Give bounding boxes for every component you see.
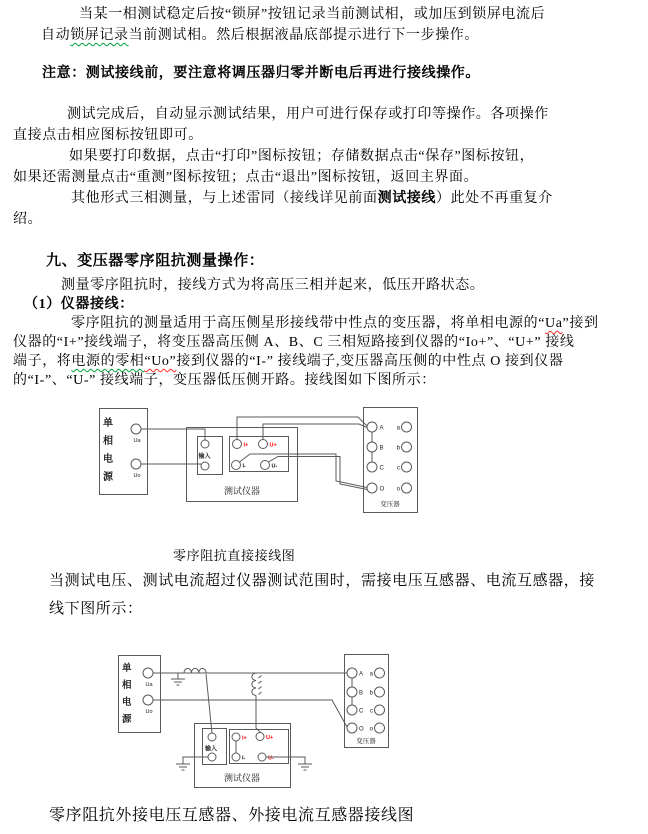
source-terminal-uo-label: Uo <box>133 473 141 479</box>
other-forms-post: ）此处不再重复介 <box>436 191 553 206</box>
lv-label-a: a <box>396 425 400 432</box>
diagram2-caption: 零序阻抗外接电压互感器、外接电流互感器接线图 <box>49 807 415 824</box>
terminal-i-minus <box>232 461 241 470</box>
lv-terminal-c <box>402 462 412 472</box>
lv-terminal-b <box>402 442 412 452</box>
source-terminal-ua <box>143 668 153 678</box>
wiring-line-3-pre: 端子，将 <box>13 354 72 369</box>
hv-label-C: C <box>379 465 384 472</box>
wiring-line-1-pre: 零序阻抗的测量适用于高压侧星形接线带中性点的变压器，将单相电源的“ <box>71 316 546 331</box>
lv-label-c: c <box>370 708 373 715</box>
terminal-u-minus <box>258 753 266 761</box>
lv-label-b: b <box>369 690 373 697</box>
lv-label-b: b <box>396 445 400 452</box>
source-terminal-uo-label: Uo <box>145 709 153 715</box>
other-forms-bold-ref: 测试接线 <box>377 191 437 206</box>
diagram1-caption: 零序阻抗直接接线图 <box>173 548 296 563</box>
hv-label-O: O <box>359 726 364 733</box>
diagram-zero-seq-external-ctpt <box>110 648 395 808</box>
lv-terminal-o <box>402 483 412 493</box>
source-terminal-ua-label: Ua <box>133 438 141 444</box>
wiring-line-3 <box>13 352 563 371</box>
terminal-i-plus <box>233 440 242 449</box>
source-label-char: 相 <box>122 680 132 691</box>
transformer-label: 变压器 <box>356 738 376 745</box>
input-terminal-top <box>208 733 216 741</box>
lv-label-o: o <box>396 486 400 493</box>
print-line-2: 如果还需测量点击“重测”图标按钮；点击“退出”图标按钮，返回主界面。 <box>13 170 479 185</box>
wiring-line-1-post: ”接到 <box>562 316 599 331</box>
diagram-zero-seq-direct-wiring <box>90 400 425 520</box>
terminal-i-plus <box>232 733 240 741</box>
source-label-char: 电 <box>103 454 113 465</box>
spellcheck-flagged-text: “Uo” <box>144 354 177 369</box>
input-label: 输入 <box>204 746 218 753</box>
input-terminal-top <box>201 440 209 448</box>
spellcheck-flagged-text: Ua <box>545 316 563 331</box>
source-terminal-ua-label: Ua <box>145 682 153 688</box>
terminal-u-plus-label: U+ <box>266 735 274 741</box>
print-line-1: 如果要打印数据，点击“打印”图标按钮；存储数据点击“保存”图标按钮， <box>69 149 535 164</box>
hv-label-C: C <box>359 708 364 715</box>
notice-line: 注意：测试接线前，要注意将调压器归零并断电后再进行接线操作。 <box>42 66 480 81</box>
hv-terminal-C <box>367 462 377 472</box>
other-forms-line-1 <box>71 189 553 208</box>
input-terminal-bottom <box>201 462 209 470</box>
input-label: 输入 <box>198 454 211 460</box>
instrument-box <box>187 428 298 502</box>
wiring-line-2: 仪器的“I+”接线端子，将变压器高压侧 A、B、C 三相短路接到仪器的“Io+”、“U+” 接线 <box>13 335 575 350</box>
current-transformer-coil <box>184 668 206 673</box>
grammar-flagged-text: 电源的零相 <box>71 354 145 369</box>
intro-line-2-pre: 自动 <box>41 28 71 43</box>
terminal-u-minus-label: U- <box>271 463 278 470</box>
lv-terminal-o <box>375 723 385 733</box>
instrument-label: 测试仪器 <box>223 773 261 783</box>
lv-label-a: a <box>369 671 373 678</box>
other-forms-line-2: 绍。 <box>13 212 43 227</box>
source-box <box>119 656 161 733</box>
terminal-u-plus <box>259 440 268 449</box>
source-label-char: 源 <box>122 714 132 725</box>
wiring-line-3-post: 接到仪器的“I-” 接线端子,变压器高压侧的中性点 O 接到仪器 <box>176 354 564 369</box>
transformer-box <box>364 408 418 513</box>
hv-label-A: A <box>359 671 364 678</box>
lv-label-c: c <box>397 465 400 472</box>
intro-line-2 <box>41 26 479 45</box>
terminal-i-plus-label: I+ <box>242 735 247 742</box>
terminal-u-plus <box>256 733 264 741</box>
spellcheck-flagged-text: 锁屏记录 <box>70 28 129 43</box>
transformer-box <box>345 655 389 748</box>
lv-terminal-c <box>375 705 385 715</box>
intro-line-1: 当某一相测试稳定后按“锁屏”按钮记录当前测试相，或加压到锁屏电流后 <box>79 7 546 22</box>
source-terminal-ua <box>131 424 141 434</box>
source-label-char: 电 <box>122 697 132 708</box>
hv-terminal-B <box>347 687 357 697</box>
hv-label-B: B <box>379 445 384 452</box>
lv-label-o: o <box>369 726 373 733</box>
ctpt-note-line-2: 线下图所示： <box>49 601 143 617</box>
hv-terminal-A <box>347 668 357 678</box>
terminal-u-minus-label: U- <box>268 755 274 762</box>
lv-terminal-a <box>402 422 412 432</box>
hv-terminal-O <box>367 483 377 493</box>
ground-symbol <box>176 757 208 770</box>
result-line-1: 测试完成后，自动显示测试结果，用户可进行保存或打印等操作。各项操作 <box>67 107 549 122</box>
other-forms-pre: 其他形式三相测量，与上述雷同（接线详见前面 <box>71 191 378 206</box>
section-heading: 九、变压器零序阻抗测量操作： <box>46 253 265 269</box>
terminal-u-minus <box>261 461 270 470</box>
lv-terminal-b <box>375 687 385 697</box>
result-line-2: 直接点击相应图标按钮即可。 <box>13 128 203 143</box>
source-terminal-uo <box>143 695 153 705</box>
transformer-label: 变压器 <box>380 501 400 508</box>
terminal-u-plus-label: U+ <box>269 442 277 449</box>
source-label-char: 单 <box>122 663 132 674</box>
instrument-label: 测试仪器 <box>223 486 261 496</box>
voltage-transformer-coil <box>252 673 262 696</box>
input-terminal-bottom <box>208 753 216 761</box>
intro-line-2-post: 当前测试相。然后根据液晶底部提示进行下一步操作。 <box>128 28 480 43</box>
hv-label-O: O <box>379 486 385 493</box>
hv-terminal-O <box>347 723 357 733</box>
wiring-line-1 <box>71 314 599 333</box>
ctpt-note-line-1: 当测试电压、测试电流超过仪器测试范围时，需接电压互感器、电流互感器，接 <box>49 573 596 589</box>
source-label-char: 源 <box>103 472 113 483</box>
instrument-box <box>176 724 312 788</box>
lv-terminal-a <box>375 668 385 678</box>
hv-terminal-C <box>347 705 357 715</box>
section-summary: 测量零序阻抗时，接线方式为将高压三相并起来，低压开路状态。 <box>61 278 485 293</box>
terminal-i-minus <box>232 753 240 761</box>
ground-symbol <box>171 673 185 685</box>
source-box <box>100 409 148 495</box>
hv-terminal-B <box>367 442 377 452</box>
hv-label-B: B <box>359 690 364 697</box>
terminal-i-plus-label: I+ <box>243 442 249 449</box>
hv-terminal-A <box>367 422 377 432</box>
source-label-char: 相 <box>103 436 113 447</box>
hv-label-A: A <box>379 425 384 432</box>
source-terminal-uo <box>131 459 141 469</box>
source-label-char: 单 <box>103 418 113 429</box>
wiring-line-4: 的“I-”、“U-” 接线端子，变压器低压侧开路。接线图如下图所示： <box>13 373 436 388</box>
terminal-i-minus-label: I- <box>242 463 246 470</box>
sub-heading: （1）仪器接线： <box>24 297 134 312</box>
terminal-i-minus-label: I- <box>242 755 246 762</box>
